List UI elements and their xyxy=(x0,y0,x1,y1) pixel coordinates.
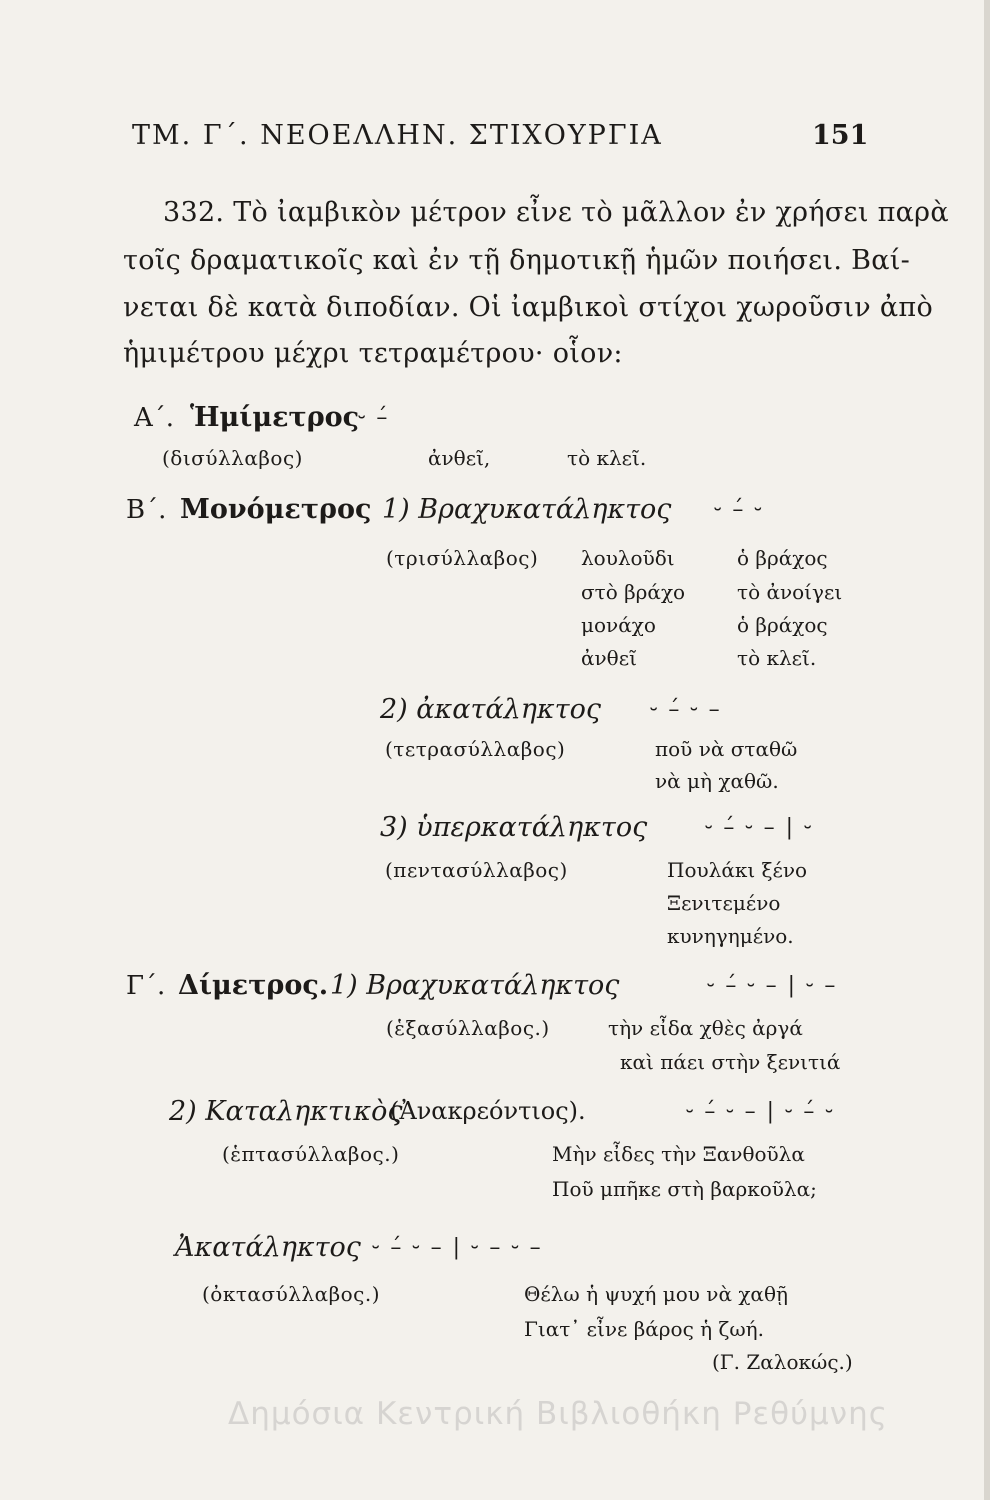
section-c-sub3-title: Ἀκατάληκτος xyxy=(175,1232,361,1263)
c2-ex-2: Ποῦ μπῆκε στὴ βαρκοῦλα; xyxy=(552,1177,817,1201)
section-b-sub2-title: 2) ἀκατάληκτος xyxy=(380,694,601,725)
section-a-label: Α΄. xyxy=(134,403,175,433)
section-b-sub1-syllables: (τρισύλλαβος) xyxy=(386,546,539,570)
section-a-example-1: ἀνθεῖ, xyxy=(428,446,491,470)
section-c-sub2-title: 2) Καταληκτικὸς xyxy=(169,1096,403,1127)
section-a-syllables: (δισύλλαβος) xyxy=(162,446,303,470)
c1-ex-2: καὶ πάει στὴν ξενιτιά xyxy=(620,1050,841,1074)
section-c-sub1-meter: ⏑ –́ ⏑ – | ⏑ – xyxy=(707,973,838,998)
c3-ex-1: Θέλω ἡ ψυχή μου νὰ χαθῇ xyxy=(524,1282,788,1306)
b2-ex-1: ποῦ νὰ σταθῶ xyxy=(655,737,798,761)
section-b-sub3-meter: ⏑ –́ ⏑ – | ⏑ xyxy=(705,815,814,840)
section-c-label: Γ΄. xyxy=(126,971,166,1001)
section-c-sub3-syllables: (ὀκτασύλλαβος.) xyxy=(202,1282,381,1306)
b1-ex-col2-4: τὸ κλεῖ. xyxy=(737,646,817,670)
section-c-sub1-syllables: (ἑξασύλλαβος.) xyxy=(386,1016,550,1040)
section-b-sub2-syllables: (τετρασύλλαβος) xyxy=(385,737,566,761)
page-edge xyxy=(984,0,990,1500)
c3-ex-2: Γιατ᾽ εἶνε βάρος ἡ ζωή. xyxy=(524,1317,764,1341)
c1-ex-1: τὴν εἶδα χθὲς ἀργά xyxy=(608,1016,803,1040)
section-c-sub2-meter: ⏑ –́ ⏑ – | ⏑ –́ ⏑ xyxy=(686,1099,835,1124)
section-c-sub2-syllables: (ἑπτασύλλαβος.) xyxy=(222,1142,400,1166)
b1-ex-col1-3: μονάχο xyxy=(581,613,656,637)
b3-ex-3: κυνηγημένο. xyxy=(667,924,794,948)
section-c-sub2-title-rest: (Ἀνακρεόντιος). xyxy=(390,1097,586,1125)
b1-ex-col1-4: ἀνθεῖ xyxy=(581,646,637,670)
b1-ex-col2-3: ὁ βράχος xyxy=(737,613,828,637)
intro-line-1: 332. Τὸ ἰαμβικὸν μέτρον εἶνε τὸ μᾶλλον ἐν χρήσει παρὰ xyxy=(163,197,949,228)
section-b-sub3-syllables: (πεντασύλλαβος) xyxy=(385,858,568,882)
b2-ex-2: νὰ μὴ χαθῶ. xyxy=(655,769,779,793)
intro-line-4: ἡμιμέτρου μέχρι τετραμέτρου· οἷον: xyxy=(123,338,623,369)
b1-ex-col2-2: τὸ ἀνοίγει xyxy=(737,580,843,604)
section-b-sub1-title: 1) Βραχυκατάληκτος xyxy=(382,494,672,525)
section-b-sub1-meter: ⏑ –́ ⏑ xyxy=(714,497,764,522)
section-a-example-2: τὸ κλεῖ. xyxy=(567,446,647,470)
section-c-sub1-title: 1) Βραχυκατάληκτος xyxy=(330,970,620,1001)
b1-ex-col1-2: στὸ βράχο xyxy=(581,580,686,604)
section-c-sub3-meter: ⏑ –́ ⏑ – | ⏑ – ⏑ – xyxy=(372,1235,543,1260)
page-number: 151 xyxy=(812,120,869,151)
b1-ex-col1-1: λουλοῦδι xyxy=(581,546,675,570)
library-watermark: Δημόσια Κεντρική Βιβλιοθήκη Ρεθύμνης xyxy=(228,1396,888,1432)
section-a-name: Ἡμίμετρος xyxy=(190,402,360,433)
attribution: (Γ. Ζαλοκώς.) xyxy=(712,1350,853,1374)
running-header: ΤΜ. Γ΄. ΝΕΟΕΛΛΗΝ. ΣΤΙΧΟΥΡΓΙΑ xyxy=(132,120,663,151)
section-b-label: Β΄. xyxy=(126,495,167,525)
section-b-sub3-title: 3) ὑπερκατάληκτος xyxy=(380,812,648,843)
intro-line-3: νεται δὲ κατὰ διποδίαν. Οἱ ἰαμβικοὶ στίχοι χωροῦσιν ἀπὸ xyxy=(123,292,933,323)
section-b-name: Μονόμετρος xyxy=(180,494,372,525)
section-b-sub2-meter: ⏑ –́ ⏑ – xyxy=(650,697,722,722)
b3-ex-1: Πουλάκι ξένο xyxy=(667,858,808,882)
section-a-meter: ⏑ –́ xyxy=(358,405,390,430)
intro-line-2: τοῖς δραματικοῖς καὶ ἐν τῇ δημοτικῇ ἡμῶν ποιήσει. Βαί- xyxy=(123,245,911,276)
c2-ex-1: Μὴν εἶδες τὴν Ξανθοῦλα xyxy=(552,1142,805,1166)
b3-ex-2: Ξενιτεμένο xyxy=(667,891,781,915)
section-c-name: Δίμετρος. xyxy=(178,970,329,1001)
b1-ex-col2-1: ὁ βράχος xyxy=(737,546,828,570)
